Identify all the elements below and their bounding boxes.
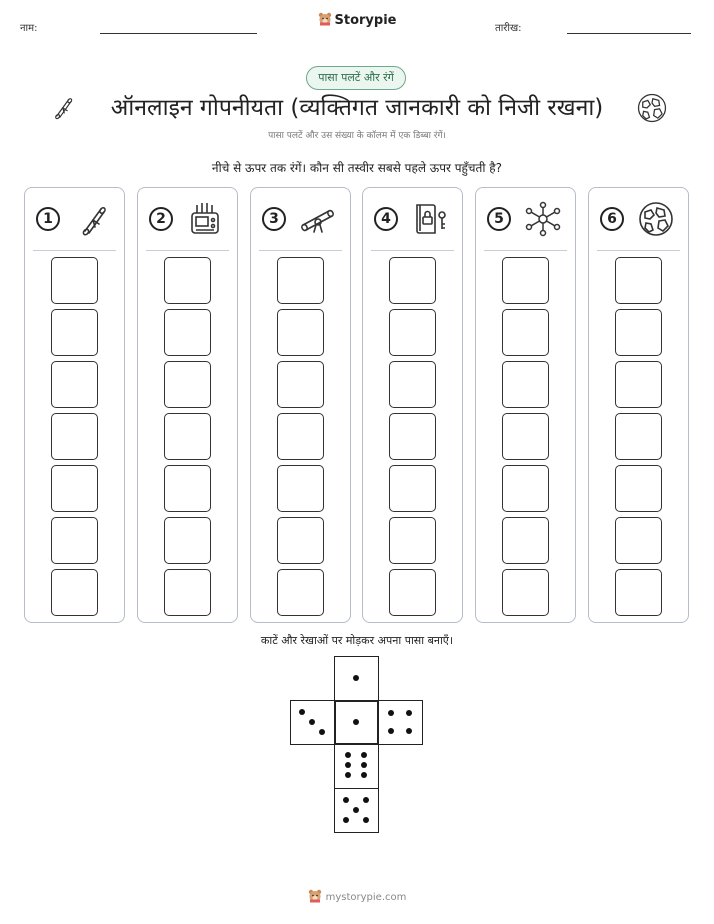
footer-url[interactable]: mystorypie.com	[325, 892, 407, 903]
die-pip	[363, 797, 369, 803]
cut-instruction: काटें और रेखाओं पर मोड़कर अपना पासा बनाएँ।	[260, 634, 454, 647]
column-number: 2	[149, 207, 173, 231]
color-box[interactable]	[615, 361, 662, 408]
color-box[interactable]	[389, 309, 436, 356]
brand-logo	[0, 12, 714, 28]
date-label: तारीख:	[495, 23, 522, 34]
die-pip	[353, 675, 359, 681]
color-box[interactable]	[502, 309, 549, 356]
column-number: 1	[36, 207, 60, 231]
column-divider	[259, 250, 342, 251]
die-pip	[406, 728, 412, 734]
date-line[interactable]	[567, 33, 691, 34]
die-pip	[345, 772, 351, 778]
color-box[interactable]	[277, 361, 324, 408]
color-box[interactable]	[51, 361, 98, 408]
die-pip	[345, 762, 351, 768]
activity-badge: पासा पलटें और रंगें	[306, 66, 406, 90]
color-box[interactable]	[164, 569, 211, 616]
question: नीचे से ऊपर तक रंगें। कौन सी तस्वीर सबसे पहले ऊपर पहुँचती है?	[211, 161, 503, 175]
column-divider	[597, 250, 680, 251]
die-pip	[361, 772, 367, 778]
color-box[interactable]	[51, 517, 98, 564]
color-box[interactable]	[164, 413, 211, 460]
color-box[interactable]	[164, 361, 211, 408]
color-box[interactable]	[615, 413, 662, 460]
brand-name: Storypie	[334, 13, 397, 28]
color-box[interactable]	[502, 569, 549, 616]
column-4	[362, 187, 463, 623]
color-box[interactable]	[502, 361, 549, 408]
column-3	[250, 187, 351, 623]
bear-logo-icon	[318, 12, 332, 26]
color-box[interactable]	[277, 569, 324, 616]
color-box[interactable]	[51, 309, 98, 356]
color-box[interactable]	[277, 517, 324, 564]
column-number: 3	[262, 207, 286, 231]
color-box[interactable]	[277, 465, 324, 512]
color-box[interactable]	[502, 517, 549, 564]
die-pip	[345, 752, 351, 758]
column-divider	[371, 250, 454, 251]
die-pip	[309, 719, 315, 725]
column-5	[475, 187, 576, 623]
color-box[interactable]	[277, 413, 324, 460]
footer	[0, 889, 714, 903]
die-face-4	[378, 700, 423, 745]
die-face-5	[334, 788, 379, 833]
color-box[interactable]	[164, 517, 211, 564]
globe-icon	[636, 92, 668, 124]
instructions: पासा पलटें और उस संख्या के कॉलम में एक डिब्बा रंगें।	[268, 131, 446, 141]
color-box[interactable]	[389, 465, 436, 512]
die-pip	[388, 728, 394, 734]
column-divider	[484, 250, 567, 251]
color-box[interactable]	[389, 413, 436, 460]
die-face-6	[334, 744, 379, 789]
die-pip	[363, 817, 369, 823]
die-pip	[343, 797, 349, 803]
color-box[interactable]	[51, 257, 98, 304]
network-icon	[524, 201, 562, 237]
color-box[interactable]	[51, 465, 98, 512]
column-divider	[33, 250, 116, 251]
color-box[interactable]	[164, 257, 211, 304]
color-box[interactable]	[51, 569, 98, 616]
color-box[interactable]	[164, 465, 211, 512]
scroll-icon	[73, 201, 111, 237]
column-number: 5	[487, 207, 511, 231]
die-pip	[388, 710, 394, 716]
column-2	[137, 187, 238, 623]
router-icon	[186, 201, 224, 237]
color-box[interactable]	[51, 413, 98, 460]
die-pip	[406, 710, 412, 716]
color-box[interactable]	[615, 257, 662, 304]
column-number: 4	[374, 207, 398, 231]
die-pip	[361, 752, 367, 758]
die-pip	[353, 719, 359, 725]
globe-icon	[637, 201, 675, 237]
color-box[interactable]	[615, 517, 662, 564]
color-box[interactable]	[389, 517, 436, 564]
column-number: 6	[600, 207, 624, 231]
page-title: ऑनलाइन गोपनीयता (व्यक्तिगत जानकारी को निजी रखना)	[110, 95, 604, 121]
diploma-icon	[299, 201, 337, 237]
name-label: नाम:	[20, 23, 38, 34]
die-pip	[361, 762, 367, 768]
color-box[interactable]	[502, 413, 549, 460]
die-pip	[299, 709, 305, 715]
name-line[interactable]	[100, 33, 257, 34]
color-box[interactable]	[164, 309, 211, 356]
color-box[interactable]	[277, 309, 324, 356]
column-divider	[146, 250, 229, 251]
color-box[interactable]	[615, 465, 662, 512]
color-box[interactable]	[389, 361, 436, 408]
color-box[interactable]	[502, 465, 549, 512]
color-box[interactable]	[389, 569, 436, 616]
color-box[interactable]	[502, 257, 549, 304]
column-1	[24, 187, 125, 623]
die-pip	[319, 729, 325, 735]
die-pip	[343, 817, 349, 823]
color-box[interactable]	[389, 257, 436, 304]
locked-book-icon	[411, 201, 449, 237]
die-pip	[353, 807, 359, 813]
color-box[interactable]	[615, 309, 662, 356]
die-face-1	[334, 700, 379, 745]
bear-logo-icon	[308, 889, 322, 903]
column-6	[588, 187, 689, 623]
color-box[interactable]	[615, 569, 662, 616]
die-face-1	[334, 656, 379, 701]
color-box[interactable]	[277, 257, 324, 304]
die-face-3	[290, 700, 335, 745]
